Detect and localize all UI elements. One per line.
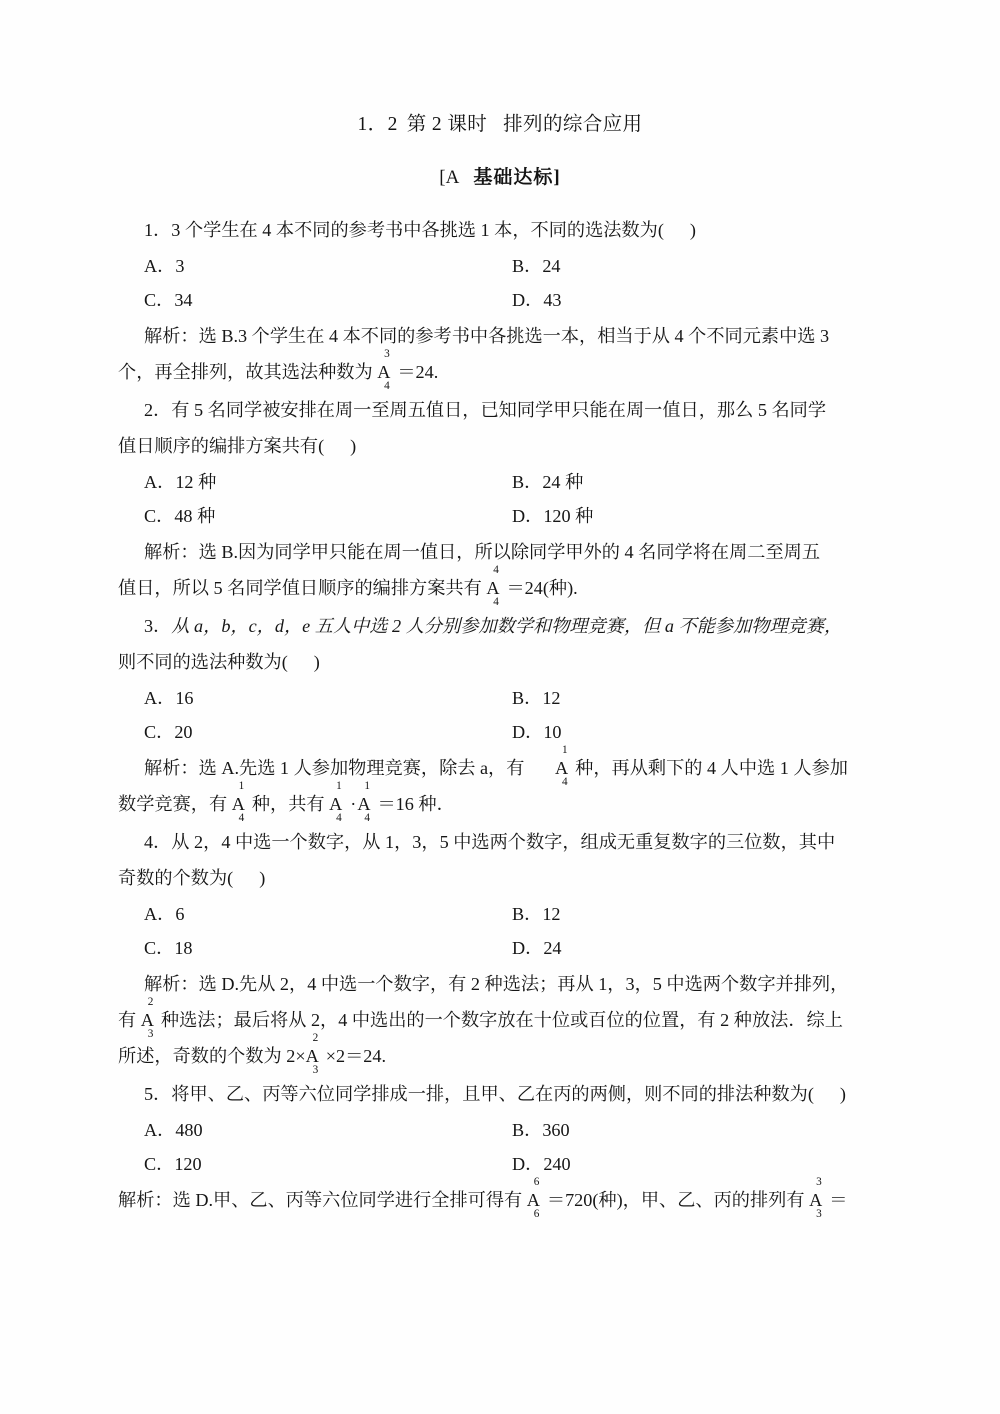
solution-text: ＝ — [829, 1190, 848, 1210]
question-2-stem-line-2: 值日顺序的编排方案共有( — [118, 436, 325, 456]
question-4-choice-d[interactable] — [500, 931, 882, 965]
perm-base: A — [357, 794, 371, 814]
perm-base: A — [305, 1046, 319, 1066]
perm-superscript: 3 — [384, 348, 390, 361]
question-1-solution-line-2 — [118, 348, 882, 392]
choice-key: C． — [144, 938, 175, 958]
choice-key: C． — [144, 1154, 175, 1174]
question-2-choice-a[interactable] — [118, 465, 500, 499]
question-1 — [118, 213, 882, 392]
perm-subscript: 3 — [816, 1207, 822, 1220]
solution-text: ＝24. — [397, 362, 439, 382]
solution-choice: 选 D. — [198, 974, 239, 994]
solution-text: 所述，奇数的个数为 2× — [118, 1046, 306, 1066]
choice-key: D． — [512, 1154, 544, 1174]
question-5-number: 5． — [144, 1084, 172, 1104]
permutation-symbol — [526, 1176, 547, 1220]
perm-superscript: 6 — [533, 1176, 540, 1189]
choice-key: B． — [512, 1120, 543, 1140]
question-4-choice-a[interactable] — [118, 897, 500, 931]
choice-text: 43 — [543, 290, 562, 310]
question-4-choice-c[interactable] — [118, 931, 500, 965]
title-lesson: 第 2 课时 — [406, 114, 488, 135]
choice-text: 18 — [174, 938, 193, 958]
choice-key: B． — [512, 256, 543, 276]
question-4-stem-tail: ) — [259, 868, 266, 888]
perm-subscript: 4 — [238, 811, 245, 824]
solution-text: 个，再全排列，故其选法种数为 — [118, 362, 378, 382]
choice-text: 120 — [174, 1154, 202, 1174]
choice-text: 10 — [543, 722, 562, 742]
perm-subscript: 4 — [493, 595, 499, 608]
perm-base: A — [809, 1190, 823, 1210]
question-3-stem-line-2-wrap — [118, 645, 882, 679]
section-heading — [118, 162, 882, 189]
question-3-choice-a[interactable] — [118, 681, 500, 715]
choice-text: 34 — [174, 290, 193, 310]
question-3-stem-line-2: 则不同的选法种数为( — [118, 652, 288, 672]
perm-superscript: 1 — [336, 780, 342, 793]
choice-key: B． — [512, 472, 543, 492]
question-3-choice-b[interactable] — [500, 681, 882, 715]
solution-choice: 选 A. — [198, 758, 239, 778]
solution-choice: 选 D. — [172, 1190, 213, 1210]
question-2-choice-b[interactable] — [500, 465, 882, 499]
choice-text: 12 — [542, 688, 561, 708]
question-5-choices-row-2 — [118, 1147, 882, 1181]
question-1-choice-c[interactable] — [118, 283, 500, 317]
solution-choice: 选 B. — [198, 326, 238, 346]
solution-label: 解析： — [144, 974, 199, 994]
perm-subscript: 4 — [384, 379, 390, 392]
choice-text: 6 — [175, 904, 185, 924]
solution-text: 有 — [118, 1010, 141, 1030]
permutation-symbol — [529, 744, 575, 788]
choice-text: 240 — [543, 1154, 571, 1174]
solution-text: ＝16 种． — [377, 794, 455, 814]
question-2-choices-row-2 — [118, 499, 882, 533]
choice-text: 24 — [543, 938, 562, 958]
question-3-solution-line-2 — [118, 780, 882, 824]
question-2-stem — [118, 393, 882, 427]
perm-base: A — [140, 1010, 154, 1030]
question-4-choice-b[interactable] — [500, 897, 882, 931]
multiplication-dot: · — [350, 794, 357, 814]
perm-superscript: 1 — [561, 744, 568, 757]
choice-key: C． — [144, 506, 175, 526]
question-5-stem-line-1: 将甲、乙、丙等六位同学排成一排，且甲、乙在丙的两侧，则不同的排法种数为( — [171, 1084, 814, 1104]
perm-base: A — [526, 1190, 540, 1210]
question-4-solution-line-2 — [118, 996, 882, 1040]
solution-label: 解析： — [144, 326, 199, 346]
question-3-number: 3． — [144, 616, 172, 636]
choice-key: B． — [512, 688, 543, 708]
solution-choice: 选 B. — [198, 542, 238, 562]
permutation-symbol — [305, 1032, 326, 1076]
choice-text: 20 — [174, 722, 193, 742]
question-4-number: 4． — [144, 832, 172, 852]
question-1-stem-tail: ) — [689, 220, 696, 240]
perm-superscript: 1 — [364, 780, 370, 793]
perm-base: A — [231, 794, 245, 814]
permutation-symbol — [486, 564, 506, 608]
choice-text: 24 — [542, 256, 561, 276]
question-4-solution-line-1 — [118, 967, 882, 1001]
choice-text: 3 — [175, 256, 185, 276]
question-2-choice-d[interactable] — [500, 499, 882, 533]
question-1-choices-row-2 — [118, 283, 882, 317]
perm-superscript: 3 — [816, 1176, 822, 1189]
question-2-choice-c[interactable] — [118, 499, 500, 533]
question-4 — [118, 825, 882, 1076]
solution-text: 种，共有 — [251, 794, 330, 814]
question-2 — [118, 393, 882, 608]
question-4-choices-row-1 — [118, 897, 882, 931]
question-5-choices-row-1 — [118, 1113, 882, 1147]
perm-superscript: 1 — [238, 780, 245, 793]
question-5-choice-c[interactable] — [118, 1147, 500, 1181]
choice-key: C． — [144, 290, 175, 310]
perm-subscript: 6 — [533, 1207, 540, 1220]
question-3-choices-row-2 — [118, 715, 882, 749]
section-label: [A — [439, 167, 460, 188]
choice-key: D． — [512, 722, 544, 742]
question-5-choice-b[interactable] — [500, 1113, 882, 1147]
question-5-choice-a[interactable] — [118, 1113, 500, 1147]
permutation-symbol — [329, 780, 349, 824]
question-1-choices-row-1 — [118, 249, 882, 283]
permutation-symbol — [231, 780, 252, 824]
question-1-stem-line-1: 3 个学生在 4 本不同的参考书中各挑选 1 本，不同的选法数为( — [171, 220, 664, 240]
question-3-choices-row-1 — [118, 681, 882, 715]
question-1-choice-b[interactable] — [500, 249, 882, 283]
question-5 — [118, 1077, 882, 1220]
choice-text: 360 — [542, 1120, 570, 1140]
solution-text: 值日，所以 5 名同学值日顺序的编排方案共有 — [118, 578, 487, 598]
question-3-choice-d[interactable] — [500, 715, 882, 749]
question-2-solution-line-2 — [118, 564, 882, 608]
perm-subscript: 3 — [147, 1027, 154, 1040]
question-4-stem-line-1: 从 2，4 中选一个数字，从 1，3，5 中选两个数字，组成无重复数字的三位数，其中 — [171, 832, 836, 852]
question-2-stem-line-2-wrap — [118, 429, 882, 463]
perm-base: A — [329, 794, 343, 814]
perm-base: A — [554, 758, 569, 778]
solution-text: 数学竞赛，有 — [118, 794, 232, 814]
question-3-solution-line-1 — [118, 744, 882, 788]
page-content — [118, 108, 882, 1221]
solution-text: ＝24(种). — [506, 578, 578, 598]
question-4-stem-line-2-wrap — [118, 861, 882, 895]
choice-text: 480 — [175, 1120, 203, 1140]
choice-key: D． — [512, 506, 544, 526]
choice-key: A． — [144, 472, 176, 492]
solution-text: ×2＝24. — [325, 1046, 387, 1066]
question-3-choice-c[interactable] — [118, 715, 500, 749]
choice-key: A． — [144, 904, 176, 924]
question-1-solution-line-1 — [118, 319, 882, 353]
question-3-stem — [118, 609, 882, 643]
choice-text: 24 种 — [542, 472, 584, 492]
solution-text: 先从 2，4 中选一个数字，有 2 种选法；再从 1，3，5 中选两个数字并排列， — [239, 974, 849, 994]
question-1-number: 1． — [144, 220, 172, 240]
question-1-stem — [118, 213, 882, 247]
solution-label: 解析： — [144, 542, 199, 562]
choice-key: A． — [144, 256, 176, 276]
solution-text: 3 个学生在 4 本不同的参考书中各挑选一本，相当于从 4 个不同元素中选 3 — [238, 326, 830, 346]
question-4-solution-line-3 — [118, 1032, 882, 1076]
perm-subscript: 4 — [364, 811, 370, 824]
question-4-stem-line-2: 奇数的个数为( — [118, 868, 234, 888]
question-3 — [118, 609, 882, 824]
question-1-choice-d[interactable] — [500, 283, 882, 317]
permutation-symbol — [809, 1176, 829, 1220]
question-5-stem-tail: ) — [839, 1084, 846, 1104]
choice-key: D． — [512, 290, 544, 310]
perm-subscript: 4 — [561, 775, 568, 788]
perm-base: A — [486, 578, 500, 598]
solution-text: 种选法；最后将从 2，4 中选出的一个数字放在十位或百位的位置，有 2 种放法．综上 — [160, 1010, 843, 1030]
title-number: 1．2 — [357, 114, 398, 135]
question-3-stem-tail: ) — [313, 652, 320, 672]
choice-key: C． — [144, 722, 175, 742]
question-4-stem — [118, 825, 882, 859]
choice-key: A． — [144, 1120, 176, 1140]
question-5-solution-line-1 — [118, 1176, 882, 1220]
question-5-stem — [118, 1077, 882, 1111]
perm-subscript: 3 — [312, 1063, 319, 1076]
choice-key: A． — [144, 688, 176, 708]
perm-base: A — [377, 362, 391, 382]
permutation-symbol — [140, 996, 161, 1040]
page-title — [118, 108, 882, 136]
question-2-choices-row-1 — [118, 465, 882, 499]
title-topic: 排列的综合应用 — [503, 114, 643, 135]
choice-key: B． — [512, 904, 543, 924]
solution-text: 甲、乙、丙等六位同学进行全排可得有 — [213, 1190, 527, 1210]
perm-superscript: 2 — [312, 1032, 319, 1045]
perm-superscript: 4 — [493, 564, 499, 577]
solution-text: ＝720(种)，甲、乙、丙的排列有 — [546, 1190, 810, 1210]
choice-text: 48 种 — [174, 506, 216, 526]
solution-label: 解析： — [118, 1190, 173, 1210]
question-1-choice-a[interactable] — [118, 249, 500, 283]
solution-text: 先选 1 人参加物理竞赛，除去 a，有 — [239, 758, 529, 778]
choice-text: 120 种 — [543, 506, 594, 526]
question-2-solution-line-1 — [118, 535, 882, 569]
question-2-stem-tail: ) — [350, 436, 357, 456]
question-3-stem-line-1: 从 a，b，c，d，e 五人中选 2 人分别参加数学和物理竞赛，但 a 不能参加物理竞赛， — [171, 616, 843, 636]
section-name: 基础达标] — [473, 167, 561, 188]
question-2-stem-line-1: 有 5 名同学被安排在周一至周五值日，已知同学甲只能在周一值日，那么 5 名同学 — [171, 400, 827, 420]
question-4-choices-row-2 — [118, 931, 882, 965]
permutation-symbol — [357, 780, 377, 824]
solution-text: 种，再从剩下的 4 人中选 1 人参加 — [575, 758, 848, 778]
choice-text: 12 种 — [175, 472, 217, 492]
solution-text: 因为同学甲只能在周一值日，所以除同学甲外的 4 名同学将在周二至周五 — [238, 542, 821, 562]
perm-subscript: 4 — [336, 811, 342, 824]
perm-superscript: 2 — [147, 996, 154, 1009]
question-5-choice-d[interactable] — [500, 1147, 882, 1181]
choice-text: 12 — [542, 904, 561, 924]
question-2-number: 2． — [144, 400, 172, 420]
permutation-symbol — [377, 348, 397, 392]
solution-label: 解析： — [144, 758, 199, 778]
choice-text: 16 — [175, 688, 194, 708]
choice-key: D． — [512, 938, 544, 958]
